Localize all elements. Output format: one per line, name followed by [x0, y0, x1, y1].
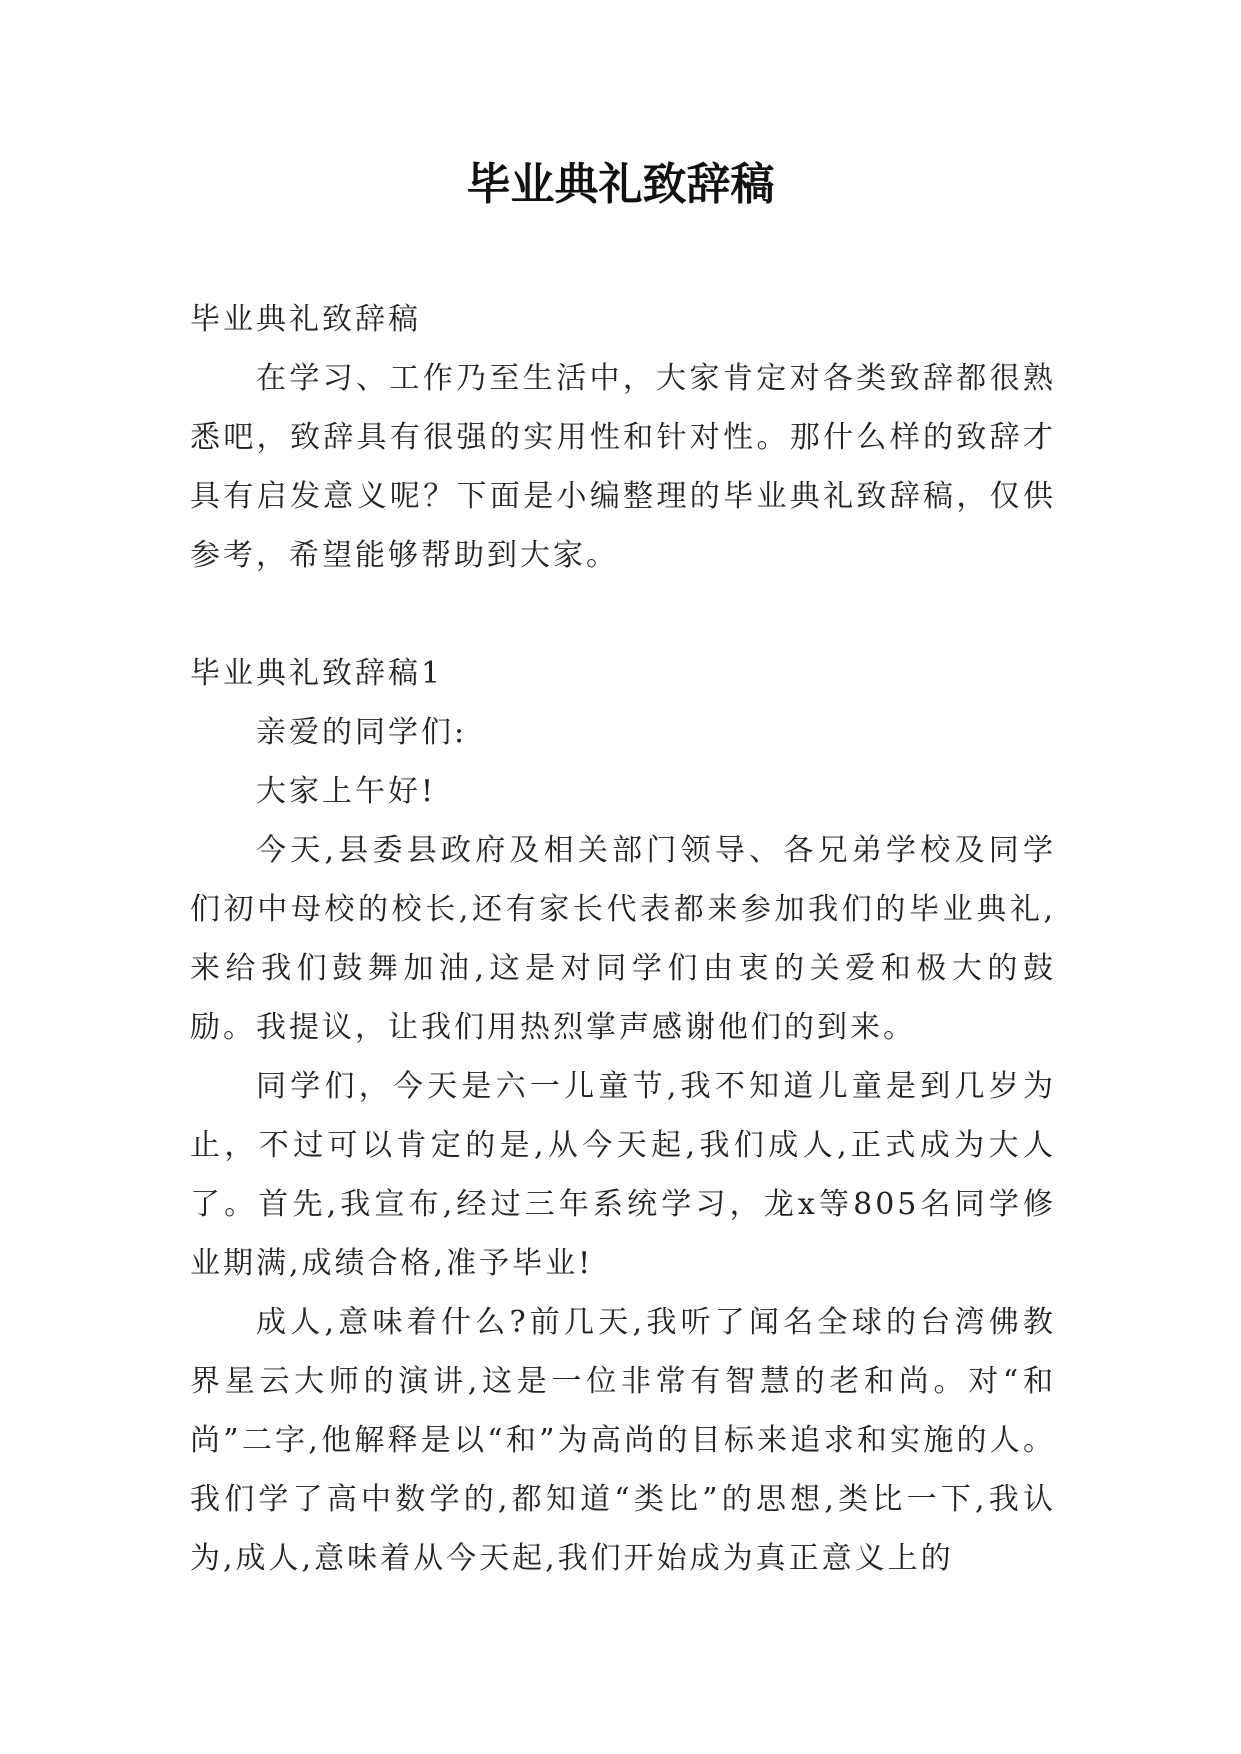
section-heading: 毕业典礼致辞稿1 — [190, 656, 444, 691]
document-title: 毕业典礼致辞稿 — [466, 159, 775, 210]
intro-paragraph: 在学习、工作乃至生活中，大家肯定对各类致辞都很熟悉吧，致辞具有很强的实用性和针对性。那什么样的致辞才具有启发意义呢？下面是小编整理的毕业典礼致辞稿，仅供参考，希望能够帮助到大家。 — [190, 361, 1056, 573]
salutation-paragraph: 亲爱的同学们: — [256, 715, 468, 750]
document-body — [190, 290, 1056, 1588]
body-paragraph: 同学们，今天是六一儿童节,我不知道儿童是到几岁为止，不过可以肯定的是,从今天起,我们成人,正式成为大人了。首先,我宣布,经过三年系统学习，龙x等805名同学修业期满,成绩合格,准予毕业! — [190, 1069, 1056, 1281]
body-paragraph: 今天,县委县政府及相关部门领导、各兄弟学校及同学们初中母校的校长,还有家长代表都来参加我们的毕业典礼,来给我们鼓舞加油,这是对同学们由衷的关爱和极大的鼓励。我提议，让我们用热烈掌声感谢他们的到来。 — [190, 833, 1056, 1045]
greeting-paragraph: 大家上午好! — [256, 774, 437, 809]
body-paragraph: 成人,意味着什么?前几天,我听了闻名全球的台湾佛教界星云大师的演讲,这是一位非常有智慧的老和尚。对“和尚”二字,他解释是以“和”为高尚的目标来追求和实施的人。我们学了高中数学的,都知道“类比”的思想,类比一下,我认为,成人,意味着从今天起,我们开始成为真正意义上的 — [190, 1305, 1056, 1576]
document-subtitle: 毕业典礼致辞稿 — [190, 302, 421, 337]
